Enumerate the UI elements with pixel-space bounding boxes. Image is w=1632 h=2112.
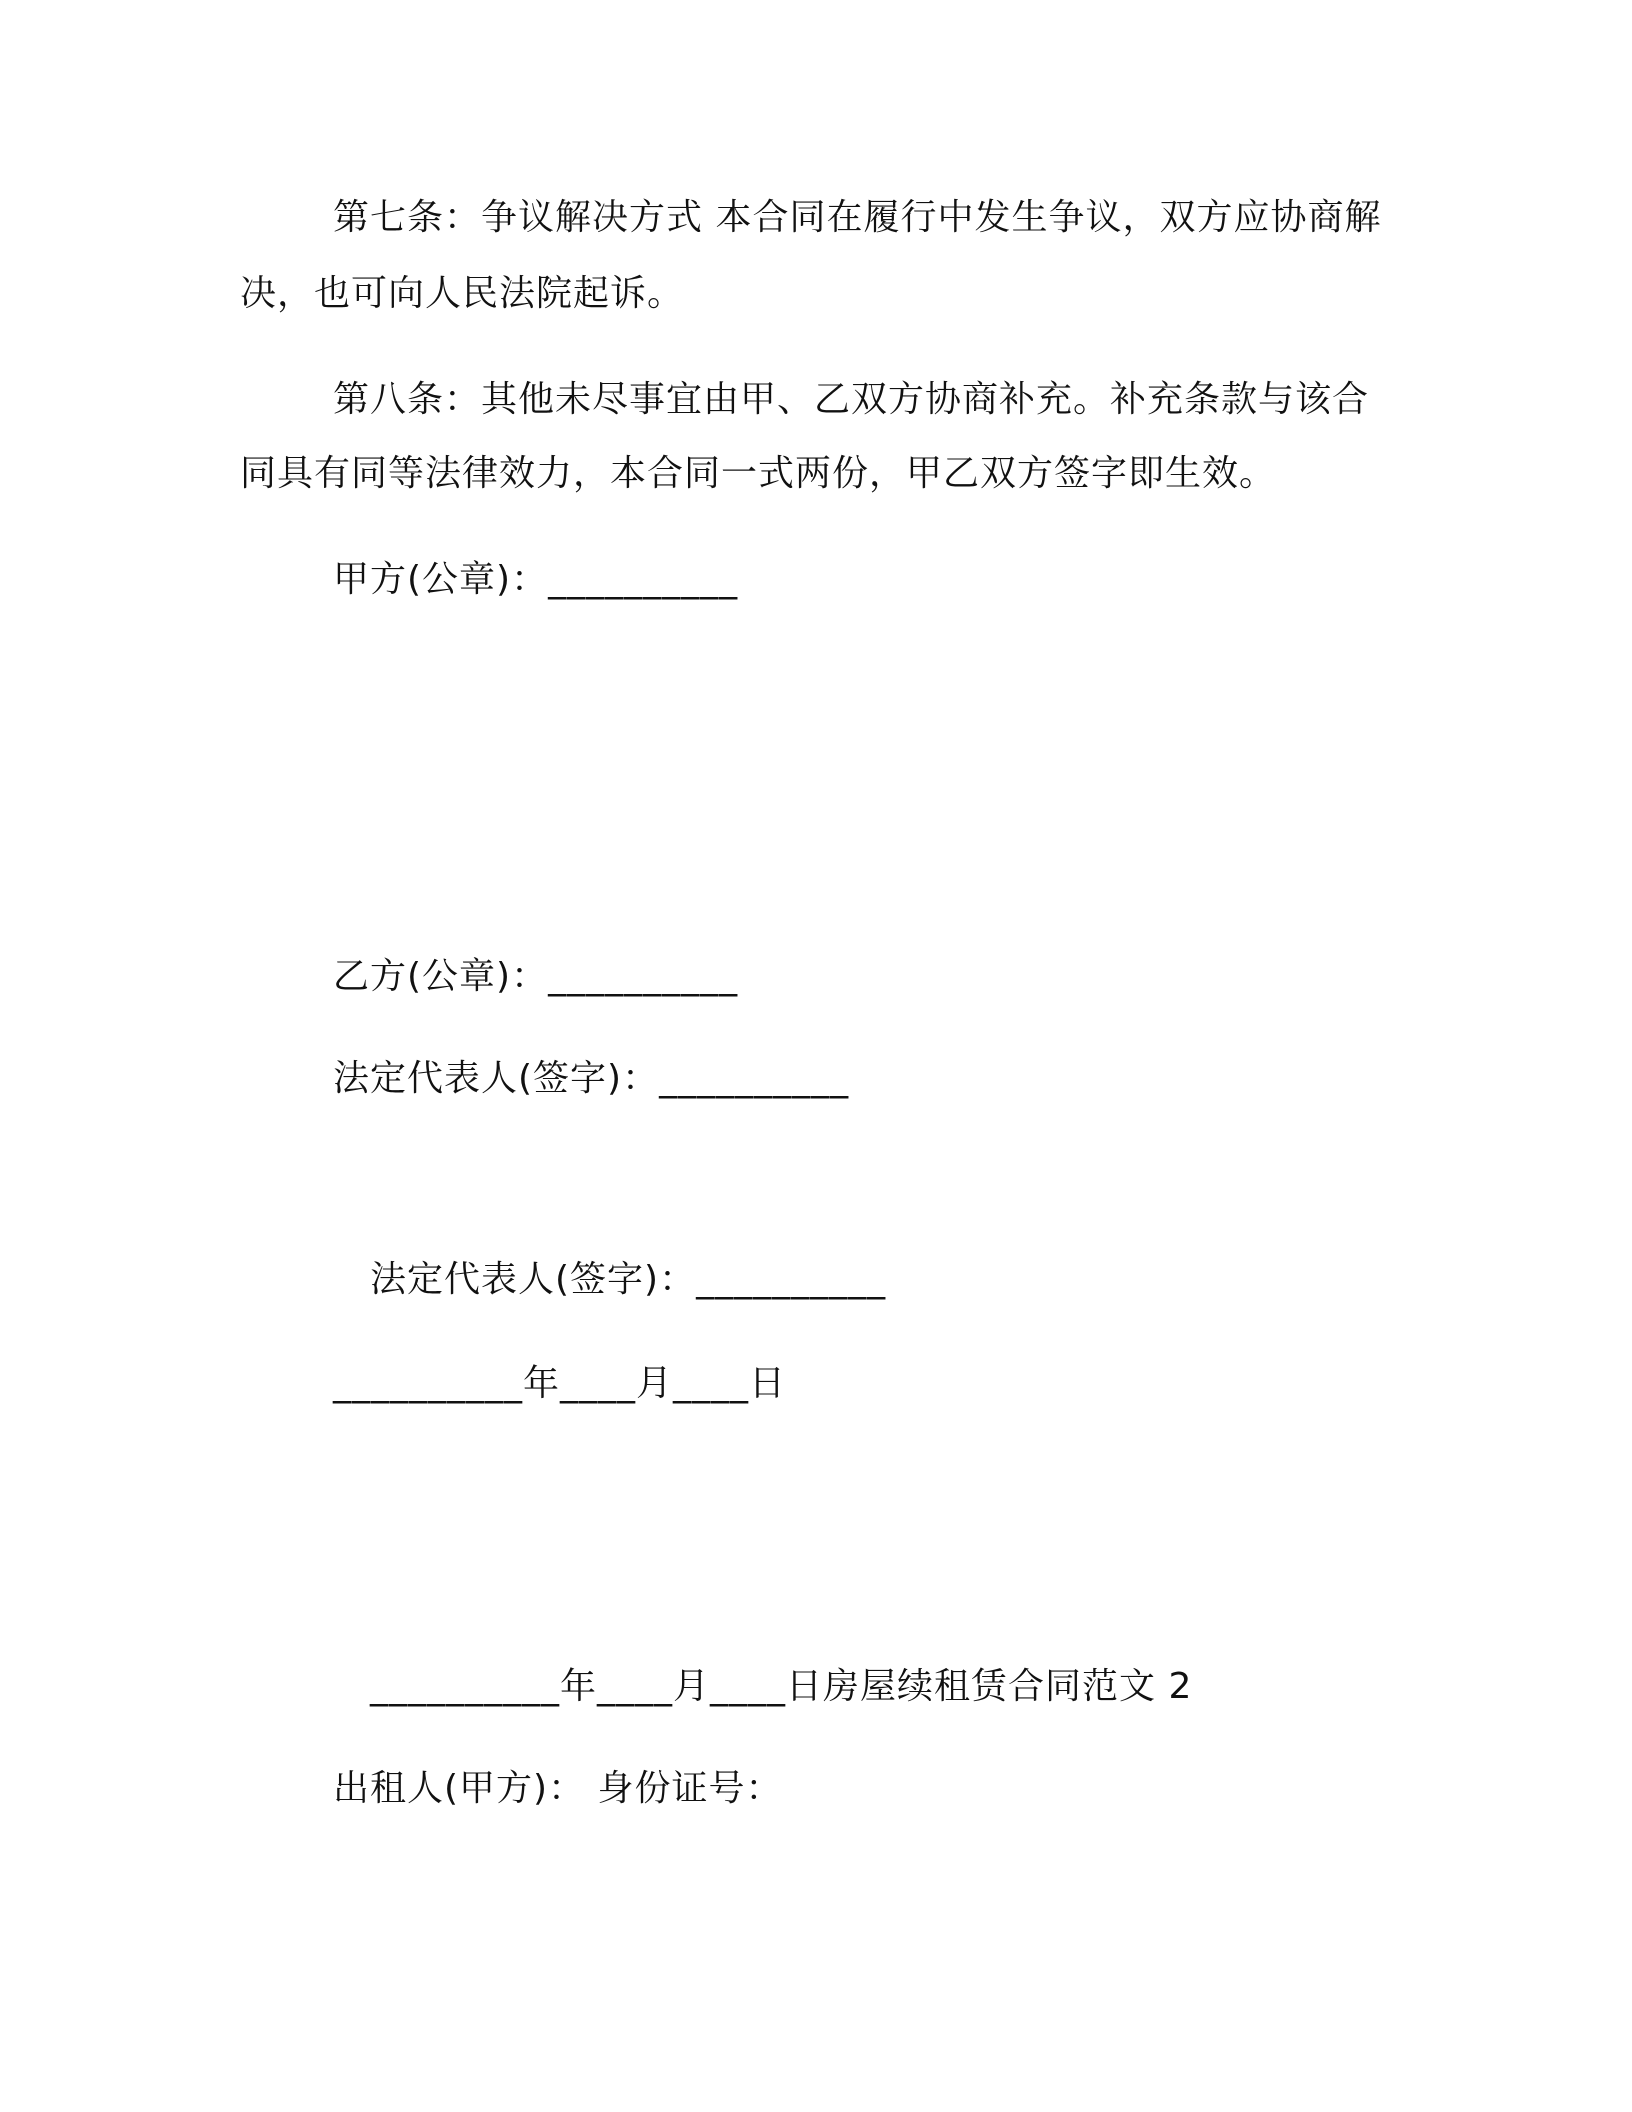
article-7-line-1: 第七条：争议解决方式 本合同在履行中发生争议，双方应协商解 <box>333 197 1382 238</box>
legal-representative-signature-line-2: 法定代表人(签字)：__________ <box>370 1259 887 1300</box>
article-8-line-1: 第八条：其他未尽事宜由甲、乙双方协商补充。补充条款与该合 <box>333 379 1370 420</box>
party-a-seal-line: 甲方(公章)：__________ <box>333 559 739 600</box>
article-8-line-2: 同具有同等法律效力，本合同一式两份，甲乙双方签字即生效。 <box>240 453 1277 494</box>
party-b-seal-line: 乙方(公章)：__________ <box>333 956 739 997</box>
next-contract-title: __________年____月____日房屋续租赁合同范文 2 <box>370 1666 1193 1707</box>
lessor-id-line: 出租人(甲方)： 身份证号： <box>333 1768 783 1809</box>
article-7-line-2: 决，也可向人民法院起诉。 <box>240 273 685 314</box>
legal-representative-signature-line-1: 法定代表人(签字)：__________ <box>333 1058 850 1099</box>
date-line: __________年____月____日 <box>333 1363 786 1404</box>
